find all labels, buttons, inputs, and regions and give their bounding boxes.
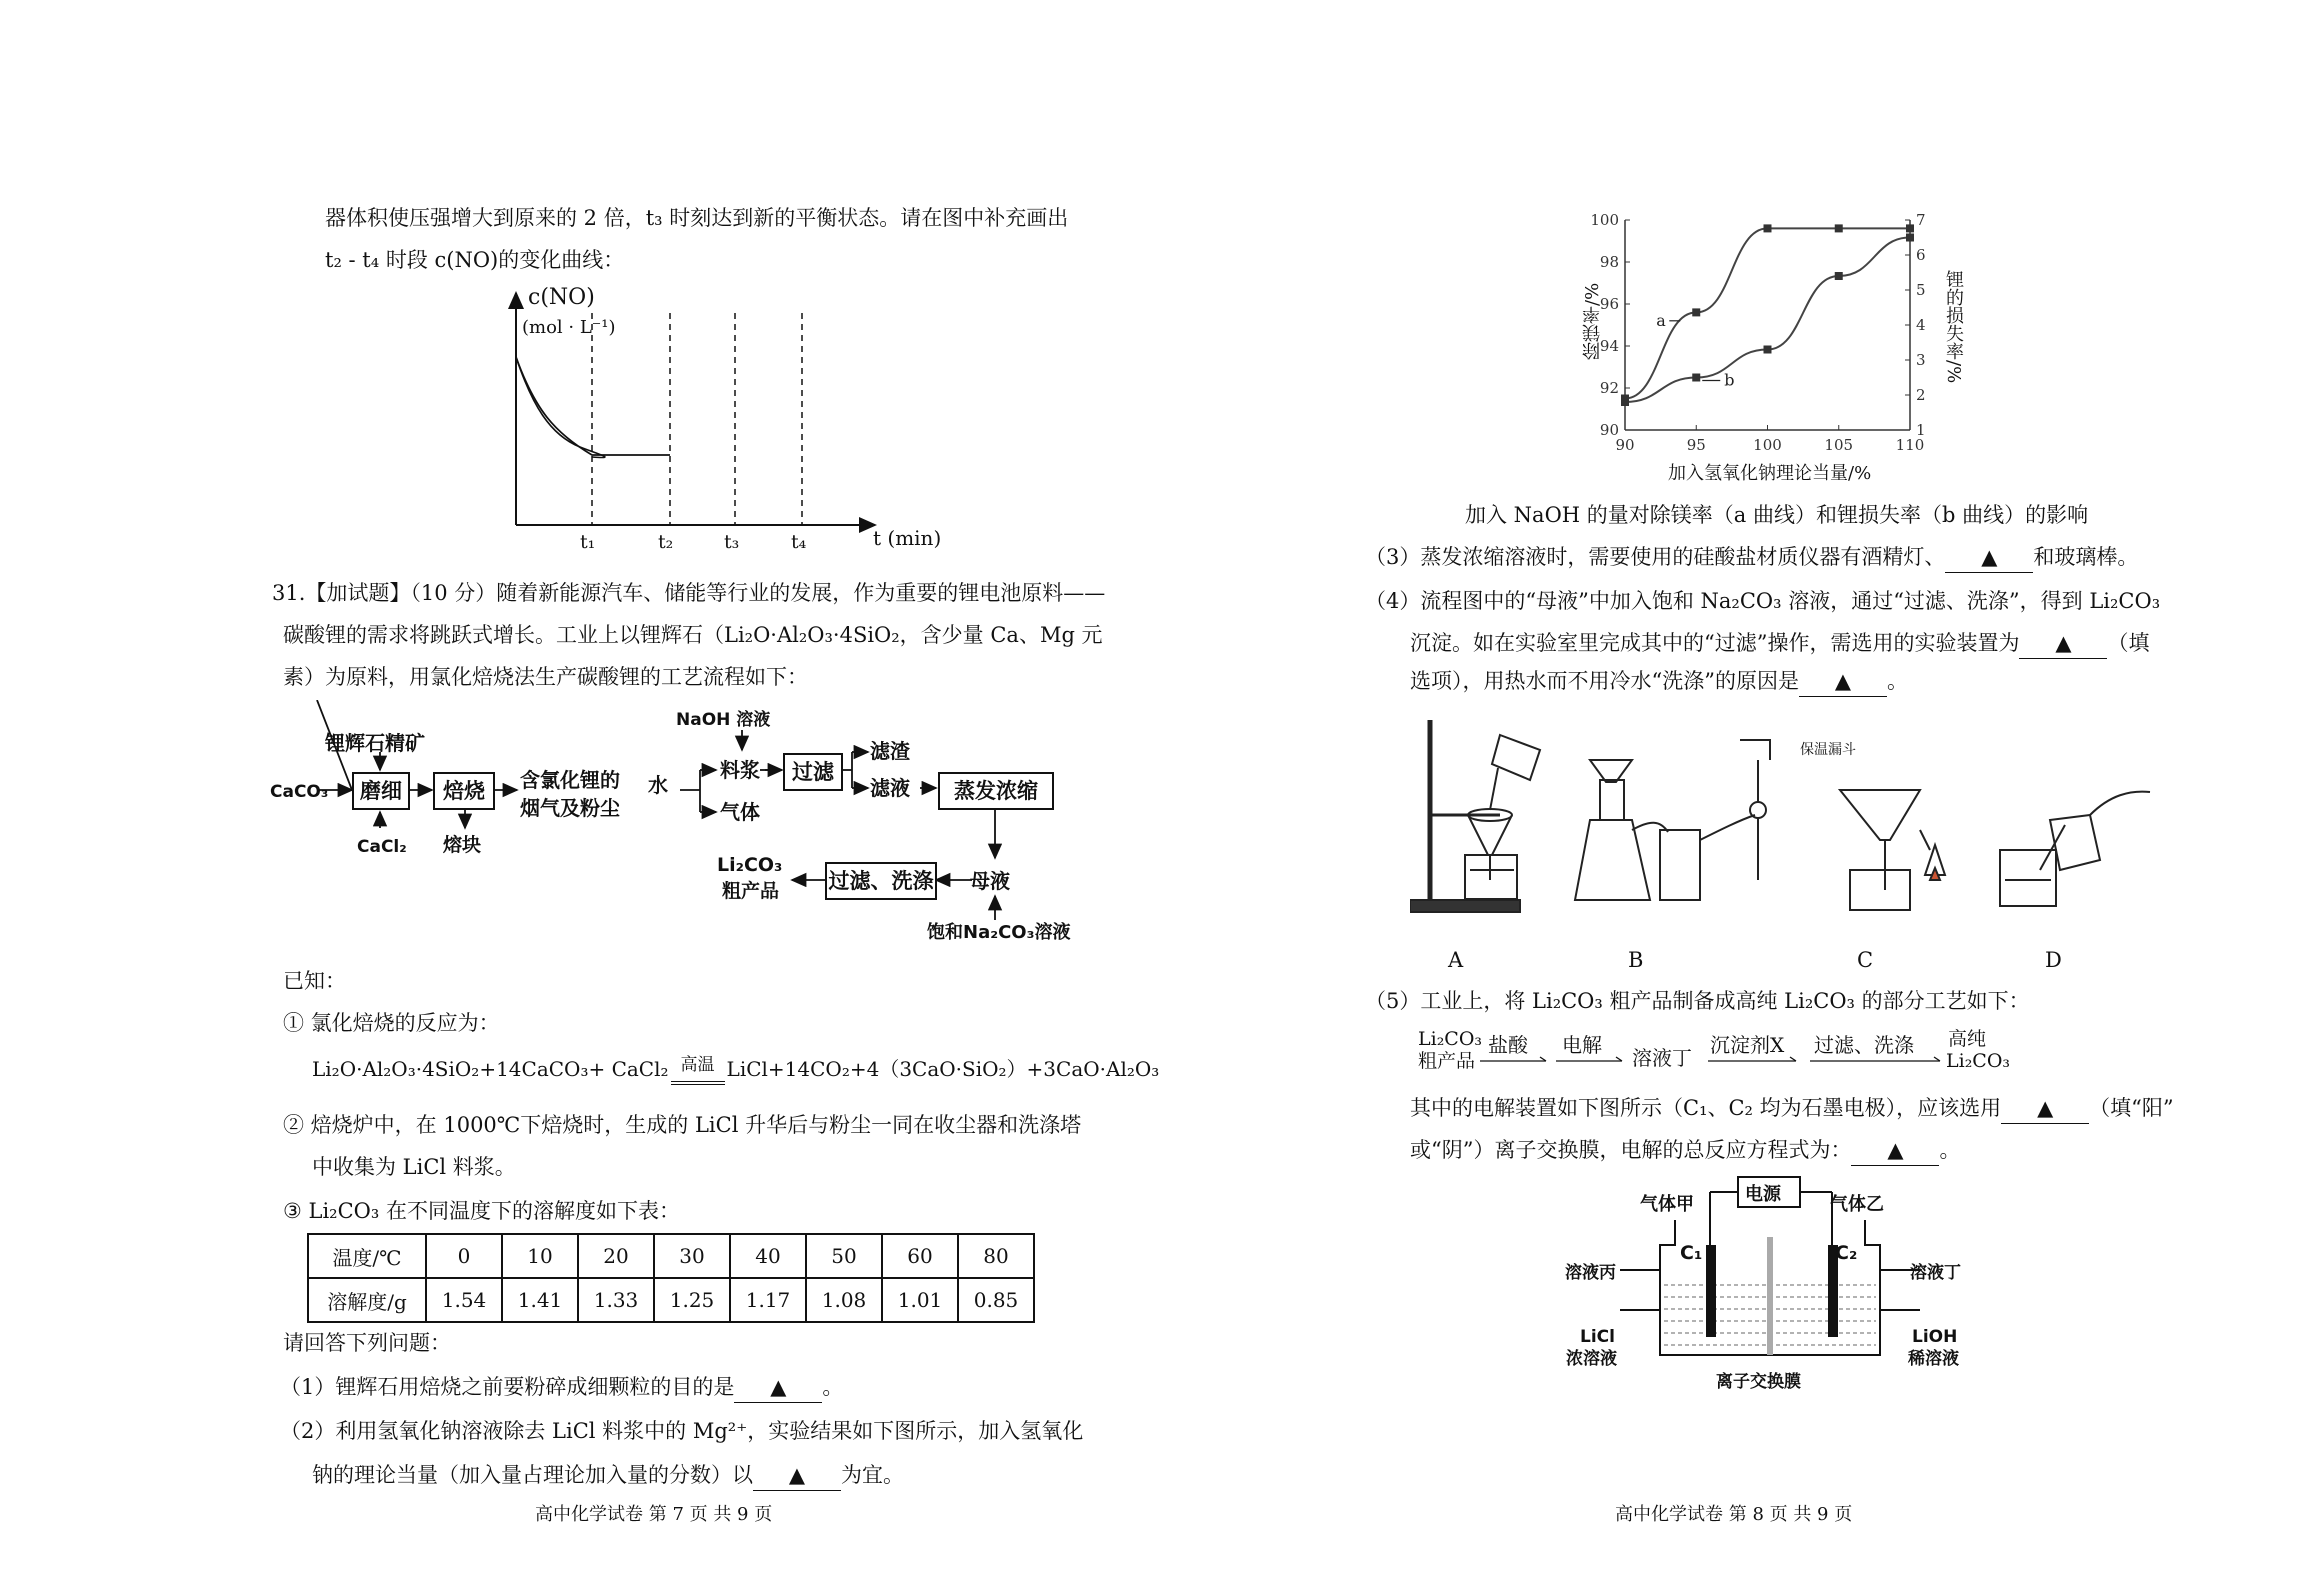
q4-line3: 选项），用热水而不用冷水“洗涤”的原因是 ▲ 。 (1410, 666, 1908, 697)
data-point-b (1835, 272, 1843, 280)
q2-line2: 钠的理论当量（加入量占理论加入量的分数）以 ▲ 为宜。 (312, 1460, 904, 1491)
data-point-b (1906, 234, 1914, 242)
footer-left: 高中化学试卷 第 7 页 共 9 页 (535, 1504, 773, 1525)
proc-step3: 沉淀剂X (1710, 1033, 1785, 1057)
cell-licl1: LiCl (1580, 1327, 1615, 1347)
series-label-a: a (1656, 310, 1666, 330)
table-cell: 80 (958, 1234, 1034, 1278)
cell-membrane: 离子交换膜 (1716, 1372, 1801, 1392)
y2-tick-label: 4 (1916, 316, 1926, 334)
answer-blank-5[interactable]: ▲ (1799, 666, 1887, 697)
proc-step2: 电解 (1562, 1033, 1602, 1057)
q5-line1: （5）工业上，将 Li₂CO₃ 粗产品制备成高纯 Li₂CO₃ 的部分工艺如下： (1365, 989, 2030, 1013)
table-cell: 温度/℃ (308, 1234, 426, 1278)
y2-tick-label: 6 (1916, 246, 1926, 264)
series-line-b (1625, 238, 1910, 403)
flow-sat: 饱和Na₂CO₃溶液 (927, 922, 1071, 943)
graph-ylabel: c(NO) (528, 285, 595, 310)
x-tick-label: 105 (1824, 436, 1854, 454)
q3: （3）蒸发浓缩溶液时，需要使用的硅酸盐材质仪器有酒精灯、 ▲ 和玻璃棒。 (1365, 542, 2138, 573)
cell-gas-a: 气体甲 (1640, 1194, 1694, 1215)
answer-blank-3[interactable]: ▲ (1945, 542, 2033, 573)
option-b[interactable]: B (1628, 948, 1644, 972)
flow-gas: 气体 (720, 800, 760, 824)
x-tick-label: 110 (1895, 436, 1925, 454)
data-point-a (1835, 224, 1843, 232)
data-point-b (1692, 374, 1700, 382)
equation (312, 1054, 1159, 1086)
x-tick-label: 95 (1686, 436, 1706, 454)
eq-right: LiCl+14CO₂+4（3CaO·SiO₂）+3CaO·Al₂O₃ (726, 1057, 1160, 1081)
y2-tick-label: 3 (1916, 351, 1926, 369)
table-cell: 1.01 (882, 1278, 958, 1322)
table-cell: 30 (654, 1234, 730, 1278)
q4-line1: （4）流程图中的“母液”中加入饱和 Na₂CO₃ 溶液，通过“过滤、洗涤”，得到 Li₂CO₃ (1365, 589, 2161, 613)
cell-gas-b: 气体乙 (1830, 1194, 1884, 1215)
proc-start2: 粗产品 (1418, 1050, 1476, 1072)
table-row (308, 1234, 1034, 1278)
q5-line3: 或“阴”）离子交换膜，电解的总反应方程式为： ▲ 。 (1410, 1135, 1960, 1166)
data-point-a (1692, 308, 1700, 316)
table-cell: 溶解度/g (308, 1278, 426, 1322)
solubility-table (307, 1233, 1035, 1323)
table-cell: 0.85 (958, 1278, 1034, 1322)
data-point-b (1764, 346, 1772, 354)
answer-blank-2[interactable]: ▲ (753, 1460, 841, 1491)
tick-t1: t₁ (580, 531, 596, 553)
cell-power: 电源 (1745, 1184, 1781, 1205)
proc-step4: 过滤、洗涤 (1814, 1033, 1914, 1057)
q31-line3: 素）为原料，用氯化焙烧法生产碳酸锂的工艺流程如下： (283, 665, 808, 689)
flow-cacl2: CaCl₂ (357, 837, 407, 857)
option-d[interactable]: D (2045, 948, 2062, 972)
graph-yunit: (mol · L⁻¹) (522, 317, 616, 338)
flow-filter: 过滤 (783, 753, 843, 791)
flow-slurry: 料浆 (720, 758, 760, 782)
tick-t2: t₂ (658, 531, 674, 553)
y-tick-label: 90 (1599, 421, 1619, 439)
proc-start1: Li₂CO₃ (1418, 1028, 1483, 1050)
table-row (308, 1278, 1034, 1322)
table-cell: 1.17 (730, 1278, 806, 1322)
tick-t4: t₄ (791, 531, 807, 553)
y-tick-label: 94 (1599, 337, 1619, 355)
data-point-b (1621, 398, 1629, 406)
flow-wash: 过滤、洗涤 (825, 862, 937, 900)
footer-right: 高中化学试卷 第 8 页 共 9 页 (1615, 1504, 1853, 1525)
cell-sol-c: 溶液丙 (1565, 1263, 1616, 1283)
series-label-b: b (1724, 370, 1735, 390)
flow-product1: Li₂CO₃ (717, 854, 783, 876)
flow-smoke2: 烟气及粉尘 (520, 796, 620, 820)
answer-blank-6[interactable]: ▲ (2001, 1093, 2089, 1124)
flow-filtrate: 滤液 (870, 776, 910, 800)
answer-blank-4[interactable]: ▲ (2019, 628, 2107, 659)
cell-c1: C₁ (1680, 1242, 1703, 1264)
answer-blank-1[interactable]: ▲ (734, 1372, 822, 1403)
table-cell: 1.08 (806, 1278, 882, 1322)
known: 已知： (283, 969, 346, 993)
known-3: ③ Li₂CO₃ 在不同温度下的溶解度如下表： (283, 1199, 680, 1223)
chart-xlabel: 加入氢氧化钠理论当量/% (1668, 463, 1872, 484)
q31-line2: 碳酸锂的需求将跳跃式增长。工业上以锂辉石（Li₂O·Al₂O₃·4SiO₂，含少量 Ca、Mg 元 (283, 623, 1103, 647)
y-tick-label: 98 (1599, 253, 1619, 271)
known-1: ① 氯化焙烧的反应为： (283, 1011, 500, 1035)
cell-lioh1: LiOH (1912, 1327, 1958, 1347)
flow-caco3: CaCO₃ (270, 782, 329, 802)
electrode-c1 (1706, 1245, 1716, 1337)
flow-grind: 磨细 (352, 772, 410, 810)
y-tick-label: 100 (1590, 211, 1619, 229)
eq-left: Li₂O·Al₂O₃·4SiO₂+14CaCO₃+ CaCl₂ (312, 1057, 669, 1081)
ion-membrane (1767, 1237, 1773, 1355)
q1: （1）锂辉石用焙烧之前要粉碎成细颗粒的目的是 ▲ 。 (280, 1372, 843, 1403)
y-tick-label: 96 (1599, 295, 1619, 313)
data-point-a (1906, 224, 1914, 232)
flow-product2: 粗产品 (722, 880, 780, 902)
q5-line2: 其中的电解装置如下图所示（C₁、C₂ 均为石墨电极），应该选用 ▲ （填“阳” (1410, 1093, 2174, 1124)
y2-tick-label: 1 (1916, 421, 1926, 439)
q2-line1: （2）利用氢氧化钠溶液除去 LiCl 料浆中的 Mg²⁺，实验结果如下图所示，加入氢氧化 (280, 1419, 1084, 1443)
table-cell: 40 (730, 1234, 806, 1278)
eq-cond: 高温 (669, 1054, 727, 1086)
flow-residue: 滤渣 (870, 739, 910, 763)
data-point-a (1764, 224, 1772, 232)
proc-end2: Li₂CO₃ (1946, 1050, 2011, 1072)
x-tick-label: 90 (1615, 436, 1635, 454)
apparatus-drawings (1410, 720, 2170, 940)
flow-mother: 母液 (970, 869, 1010, 893)
proc-step1: 盐酸 (1488, 1033, 1528, 1057)
intro-line1: 器体积使压强增大到原来的 2 倍，t₃ 时刻达到新的平衡状态。请在图中补充画出 (325, 206, 1069, 230)
apparatus-c-icon (1840, 790, 1945, 910)
y2-tick-label: 7 (1916, 211, 1926, 229)
known-2-line1: ② 焙烧炉中，在 1000℃下焙烧时，生成的 LiCl 升华后与粉尘一同在收尘器和洗涤塔 (283, 1113, 1082, 1137)
flow-water: 水 (648, 773, 668, 797)
flow-naoh: NaOH 溶液 (676, 710, 771, 730)
flow-ore: 锂辉石精矿 (325, 731, 425, 755)
y2-tick-label: 2 (1916, 386, 1926, 404)
cell-lioh2: 稀溶液 (1908, 1349, 1959, 1369)
chart-ylabel: 除镁率/% (1582, 282, 1603, 360)
proc-end1: 高纯 (1948, 1028, 1987, 1050)
known-2-line2: 中收集为 LiCl 料浆。 (312, 1155, 516, 1179)
table-cell: 1.25 (654, 1278, 730, 1322)
x-tick-label: 100 (1753, 436, 1782, 454)
chart-y2label: 锂的损失率/% (1943, 270, 1964, 384)
option-a[interactable]: A (1448, 948, 1464, 972)
flow-smoke1: 含氯化锂的 (520, 768, 620, 792)
answer-blank-7[interactable]: ▲ (1851, 1135, 1939, 1166)
q31-line1: 31.【加试题】（10 分）随着新能源汽车、储能等行业的发展，作为重要的锂电池原料—— (272, 581, 1106, 605)
cell-c2: C₂ (1835, 1242, 1858, 1264)
naoh-chart (1555, 205, 1965, 495)
q4-line2: 沉淀。如在实验室里完成其中的“过滤”操作，需选用的实验装置为 ▲ （填 (1410, 628, 2149, 659)
apparatus-a-icon (1410, 720, 1540, 912)
cell-licl2: 浓溶液 (1566, 1349, 1617, 1369)
table-cell: 10 (502, 1234, 578, 1278)
proc-mid: 溶液丁 (1632, 1046, 1692, 1070)
cell-sol-d: 溶液丁 (1910, 1263, 1961, 1283)
cno-curve (516, 357, 670, 455)
flow-evap: 蒸发浓缩 (938, 772, 1054, 810)
flow-block: 熔块 (443, 834, 482, 856)
intro-line2: t₂ - t₄ 时段 c(NO)的变化曲线： (325, 248, 625, 272)
series-line-a (1625, 228, 1910, 398)
ask: 请回答下列问题： (283, 1331, 451, 1355)
table-cell: 0 (426, 1234, 502, 1278)
option-c[interactable]: C (1857, 948, 1874, 972)
table-cell: 50 (806, 1234, 882, 1278)
table-cell: 1.54 (426, 1278, 502, 1322)
table-cell: 1.41 (502, 1278, 578, 1322)
apparatus-c-label: 保温漏斗 (1800, 742, 1856, 758)
apparatus-d-icon (2000, 792, 2150, 906)
graph-xlabel: t (min) (873, 526, 942, 550)
flow-roast: 焙烧 (433, 772, 495, 810)
table-cell: 20 (578, 1234, 654, 1278)
table-cell: 60 (882, 1234, 958, 1278)
y2-tick-label: 5 (1916, 281, 1926, 299)
table-cell: 1.33 (578, 1278, 654, 1322)
chart-caption: 加入 NaOH 的量对除镁率（a 曲线）和锂损失率（b 曲线）的影响 (1465, 503, 2089, 527)
apparatus-b-icon (1575, 740, 1770, 900)
tick-t3: t₃ (724, 531, 740, 553)
y-tick-label: 92 (1599, 379, 1619, 397)
